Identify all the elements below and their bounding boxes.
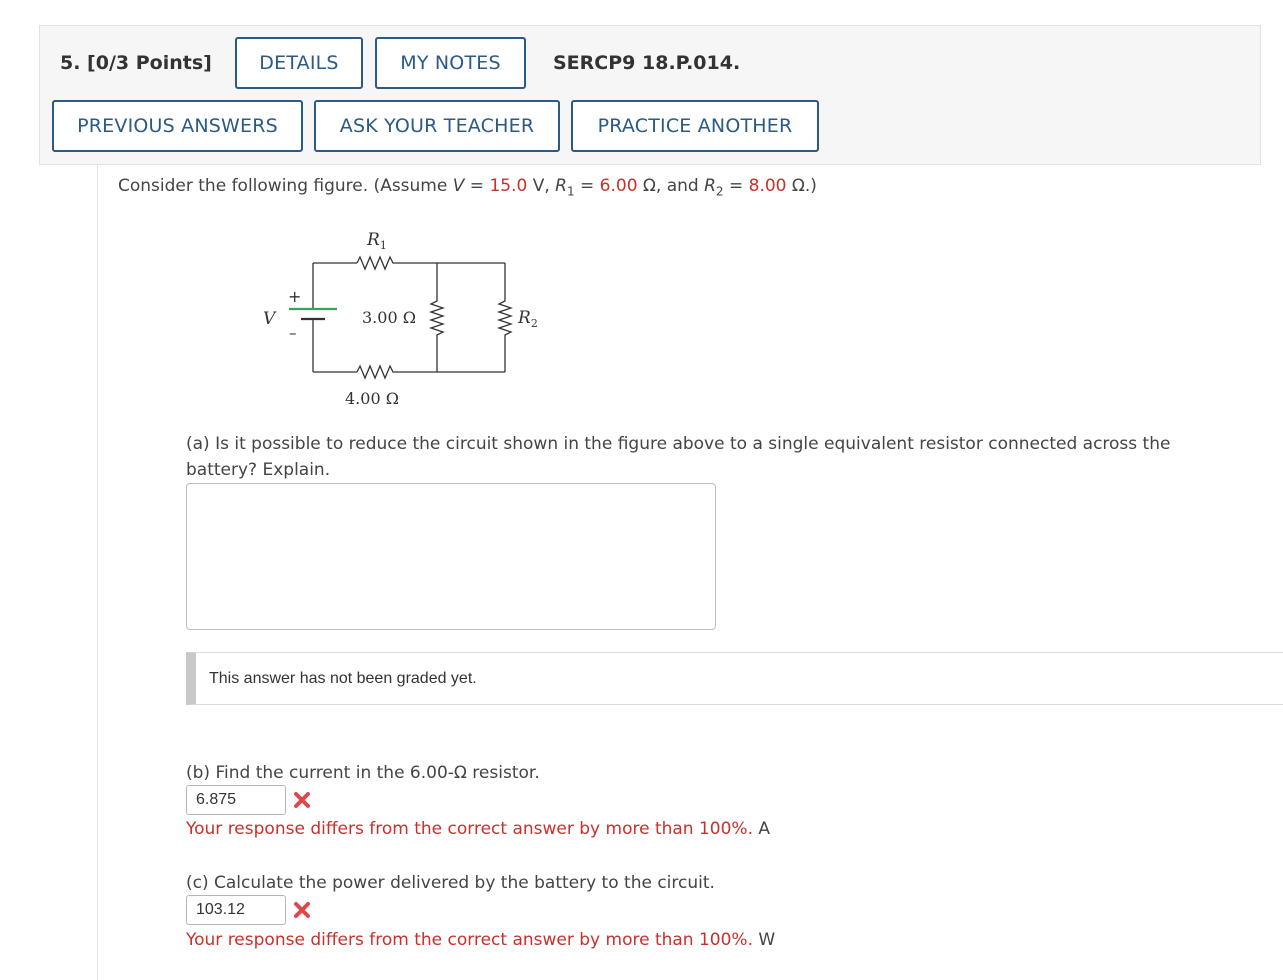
prompt-r1-symbol: R [555,176,567,196]
part-a-grading-status [186,652,1283,705]
part-c-question: (c) Calculate the power delivered by the battery to the circuit. [186,873,715,893]
figure-r2-label: $R_2$ [518,308,538,330]
prompt-r2-subscript: 2 [715,184,724,199]
question-prompt [118,176,817,198]
part-b-unit: A [758,819,771,839]
practice-another-button[interactable]: PRACTICE ANOTHER [571,100,819,152]
prompt-equals: = [723,176,749,196]
prompt-equals: = [574,176,600,196]
figure-res-mid-label: 3.00 Ω [362,308,416,327]
resistor-bottom-zigzag [357,366,396,378]
figure-plus-sign: + [288,287,302,306]
part-a-question-line2: battery? Explain. [186,460,331,480]
prompt-v-unit: V, [527,176,556,196]
part-c-feedback [186,930,775,950]
part-a-answer-textarea[interactable] [186,483,716,630]
prompt-lead: Consider the following figure. (Assume [118,176,453,196]
prompt-r2-unit: Ω.) [786,176,817,196]
part-b-feedback [186,819,770,839]
incorrect-x-icon [293,901,311,919]
figure-res-bottom-label: 4.00 Ω [345,389,399,408]
incorrect-x-icon [293,791,311,809]
question-number-points: 5. [0/3 Points] [60,52,212,74]
ask-your-teacher-button[interactable]: ASK YOUR TEACHER [314,100,560,152]
part-b-feedback-text: Your response differs from the correct answer by more than 100%. [186,819,753,839]
previous-answers-button[interactable]: PREVIOUS ANSWERS [52,100,303,152]
part-c-feedback-text: Your response differs from the correct answer by more than 100%. [186,930,753,950]
prompt-v-symbol: V [452,176,465,196]
part-a-question-line1: (a) Is it possible to reduce the circuit shown in the figure above to a single equivalent resistor connected across the [186,434,1171,454]
details-button[interactable]: DETAILS [235,37,363,89]
figure-minus-sign: – [289,324,297,342]
figure-r1-label: $R_1$ [367,230,387,252]
figure-v-label: V [263,309,276,329]
content-left-rule [97,165,98,980]
prompt-v-value: 15.0 [489,176,528,196]
question-code: SERCP9 18.P.014. [553,52,741,74]
prompt-r1-subscript: 1 [566,184,575,199]
my-notes-button[interactable]: MY NOTES [375,37,526,89]
part-b-answer-input[interactable]: 6.875 [186,785,286,815]
prompt-r1-value: 6.00 [599,176,638,196]
part-b-question: (b) Find the current in the 6.00-Ω resistor. [186,763,540,783]
prompt-equals: = [464,176,490,196]
part-c-answer-input[interactable]: 103.12 [186,895,286,925]
resistor-mid-zigzag [431,298,443,337]
circuit-figure [252,222,552,412]
resistor-r2-zigzag [499,298,511,337]
prompt-r1-unit: Ω, and [637,176,705,196]
resistor-r1-zigzag [357,257,396,269]
grading-status-text: This answer has not been graded yet. [209,670,477,687]
part-c-unit: W [758,930,776,950]
prompt-r2-value: 8.00 [748,176,787,196]
prompt-r2-symbol: R [704,176,716,196]
